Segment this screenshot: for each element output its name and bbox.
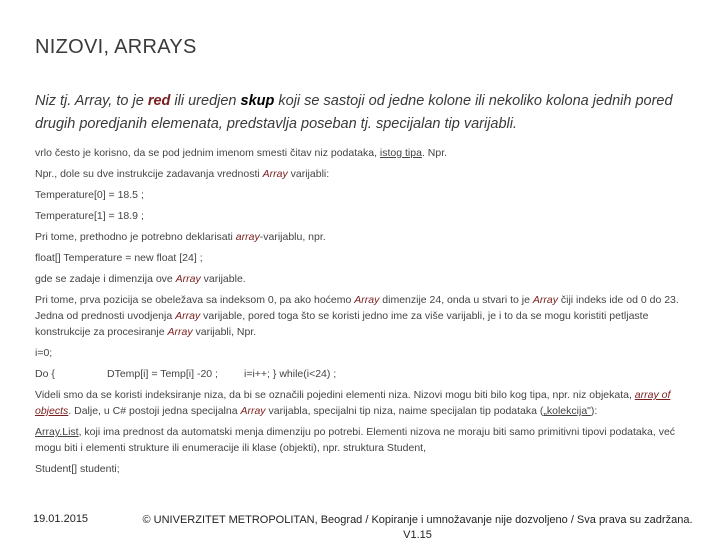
p8-text-1: Pri tome, prva pozicija se obeležava sa indeksom 0, pa ako hoćemo <box>35 294 355 306</box>
code-line-4: i=0; <box>35 347 53 359</box>
p8-text-4: varijable, pored toga što se koristi jedno ime za više varijabli, je i to da se mogu koristiti petljaste konstrukcije za procesiranje <box>35 310 649 338</box>
p5-text: Pri tome, prethodno je potrebno deklarisati <box>35 231 236 243</box>
paragraph-11 <box>35 387 695 419</box>
paragraph-1 <box>35 145 695 161</box>
p7-text: gde se zadaje i dimenzija ove <box>35 273 176 285</box>
paragraph-2 <box>35 166 695 182</box>
code-line-loop <box>35 366 695 382</box>
p8-text-2: dimenzije 24, onda u stvari to je <box>379 294 533 306</box>
p11-text-1: Videli smo da se koristi indeksiranje niza, da bi se označili pojedini elementi niza. Nizovi mogu biti bilo kog tipa, npr. niz objekata, <box>35 389 635 401</box>
p1-tail: . Npr. <box>421 147 448 159</box>
p11-underlined: „kolekcija" <box>543 405 591 417</box>
p11-text-2: . Dalje, u C# postoji jedna specijalna <box>68 405 241 417</box>
lead-red-word: red <box>147 93 171 109</box>
p7-tail: varijable. <box>200 273 246 285</box>
p11-text-4: ): <box>590 405 598 417</box>
paragraph-5 <box>35 229 695 245</box>
p1-text: vrlo često je korisno, da se pod jednim imenom smesti čitav niz podataka, <box>35 147 380 159</box>
p2-tail: varijabli: <box>287 168 330 180</box>
loop-part-1: Do { <box>35 368 55 380</box>
footer-copyright <box>140 513 695 543</box>
lead-paragraph <box>35 90 695 136</box>
p5-highlight: array <box>235 231 260 243</box>
footer-date: 19.01.2015 <box>33 513 89 525</box>
paragraph-12 <box>35 424 695 456</box>
p11-highlight-2: Array <box>240 405 266 417</box>
p8-highlight-3: Array <box>175 310 201 322</box>
p2-text: Npr., dole su dve instrukcije zadavanja vrednosti <box>35 168 263 180</box>
paragraph-8 <box>35 292 695 340</box>
loop-part-3: i=i++; } while(i<24) ; <box>244 368 337 380</box>
p2-highlight: Array <box>262 168 288 180</box>
p8-highlight-2: Array <box>532 294 558 306</box>
lead-text-1: Niz tj. Array, to je <box>35 93 148 109</box>
slide-title: NIZOVI, ARRAYS <box>35 36 197 58</box>
lead-skup-word: skup <box>240 93 275 109</box>
version-text: V1.15 <box>403 529 432 541</box>
code-line-2: Temperature[1] = 18.9 ; <box>35 210 144 222</box>
code-line-5: Student[] studenti; <box>35 463 120 475</box>
p7-highlight: Array <box>175 273 201 285</box>
p12-text: , koji ima prednost da automatski menja dimenziju po potrebi. Elementi nizova ne moraju biti samo primitivni tipovi podataka, već mogu biti i elementi strukture ili enumeracije ili klase (objekti), npr. struktura Student, <box>35 426 676 454</box>
p8-text-3: čiji indeks ide od 0 do 23. Jedna od prednosti uvodjenja <box>35 294 679 322</box>
lead-text-2: ili uredjen <box>170 93 241 109</box>
p12-underlined: Array.List <box>35 426 79 438</box>
copyright-text: © UNIVERZITET METROPOLITAN, Beograd / Kopiranje i umnožavanje nije dozvoljeno / Sva prava su zadržana. <box>142 514 693 526</box>
lead-text-3: koji se sastoji od jedne kolone ili nekoliko kolona jednih pored drugih poredjanih elemenata, predstavlja poseban tj. specijalan tip varijabli. <box>35 93 673 132</box>
code-line-1: Temperature[0] = 18.5 ; <box>35 189 144 201</box>
p8-text-5: varijabli, Npr. <box>192 326 257 338</box>
p11-highlight-1: array of objects <box>35 389 671 417</box>
p8-highlight-1: Array <box>354 294 380 306</box>
paragraph-7 <box>35 271 695 287</box>
code-line-3: float[] Temperature = new float [24] ; <box>35 252 203 264</box>
body-text <box>35 145 695 482</box>
p5-tail: -varijablu, npr. <box>259 231 326 243</box>
loop-part-2: DTemp[i] = Temp[i] -20 ; <box>107 368 218 380</box>
p8-highlight-4: Array <box>167 326 193 338</box>
p11-text-3: varijabla, specijalni tip niza, naime specijalan tip podataka ( <box>265 405 544 417</box>
p1-underlined: istog tipa <box>379 147 422 159</box>
